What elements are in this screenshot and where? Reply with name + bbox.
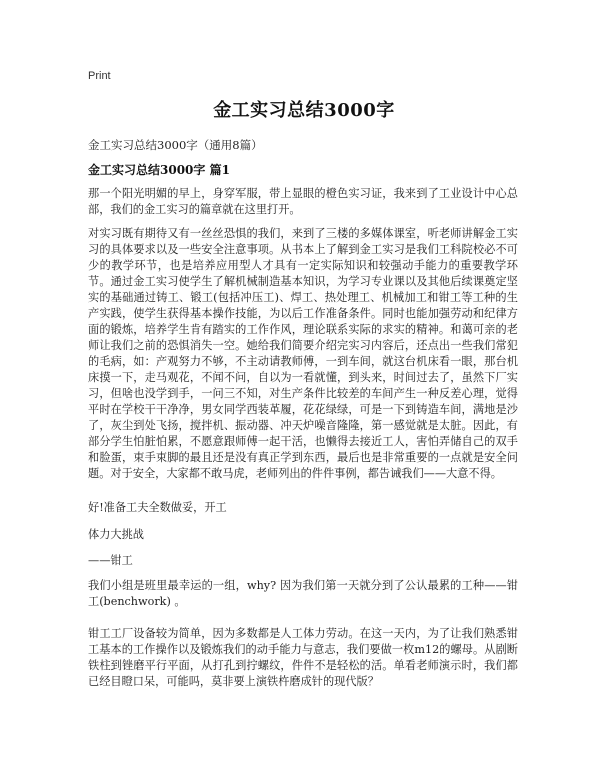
document-subtitle: 金工实习总结3000字（通用8篇）: [88, 138, 263, 152]
paragraph-bench-work: 钳工工厂设备较为简单，因为多数都是人工体力劳动。在这一天内，为了让我们熟悉钳工基本的工作操作以及锻炼我们的动手能力与意志，我们要做一枚m12的螺母。从剧断铁柱到锉磨平行平面，从打孔到拧螺纹，件件不是轻松的活。单看老师演示时，我们都已经目瞪口呆，可能吗，莫非要上演铁杵磨成针的现代版？: [88, 627, 518, 688]
paragraph-lucky-group: 我们小组是班里最幸运的一组，why? 因为我们第一天就分到了公认最累的工种——钳工(benchwork) 。: [88, 579, 518, 608]
page-title: 金工实习总结3000字: [213, 100, 395, 121]
paragraph-bench-label: ——钳工: [88, 554, 133, 567]
print-link[interactable]: Print: [88, 70, 111, 82]
paragraph-start-work: 好!准备工夫全数做妥，开工: [88, 501, 227, 514]
paragraph-intro: 那一个阳光明媚的早上，身穿军服，带上显眼的橙色实习证，我来到了工业设计中心总部，我们的金工实习的篇章就在这里打开。: [88, 187, 518, 216]
paragraph-expectation: 对实习既有期待又有一丝丝恐惧的我们，来到了三楼的多媒体课室，听老师讲解金工实习的具体要求以及一些安全注意事项。从书本上了解到金工实习是我们工科院校必不可少的教学环节，也是培养应用型人才具有一定实际知识和较强动手能力的重要教学环节。通过金工实习使学生了解机械制造基本知识，为学习专业课以及其他后续课奠定坚实的基础通过铸工、锻工(包括冲压工)、焊工、热处理工、机械加工和钳工等工种的生产实践，使学生获得基本操作技能，为以后工作准备条件。同时也能加强劳动和纪律方面的锻炼，培养学生肯有踏实的工作作风，理论联系实际的求实的精神。和蔼可亲的老师让我们之前的恐惧消失一空。她给我们简要介绍完实习内容后，还点出一些我们常犯的毛病，如：产观努力不够，不主动请教师傅，一到车间，就这台机床看一眼，那台机床摸一下，走马观花，不闻不问，自以为一看就懂，到头来，时间过去了，虽然下厂实习，但啥也没学到手，一问三不知，对生产条件比较差的车间产生一种反差心理，觉得平时在学校干干净净，男女同学西装革履，花花绿绿，可是一下到铸造车间，满地是沙了，灰尘到处飞扬，搅拌机、振动器、冲天炉噪音隆隆，第一感觉就是太脏。因此，有部分学生怕脏怕累，不愿意跟师傅一起干活，也懒得去接近工人，害怕弄储自己的双手和脸蛋，束手束脚的最且还是没有真正学到东西，最后也是非常重要的一点就是安全问题。对于安全，大家都不敢马虎，老师列出的件件事例，都告诫我们——大意不得。: [88, 227, 518, 480]
paragraph-challenge: 体力大挑战: [88, 528, 144, 541]
section-heading: 金工实习总结3000字 篇1: [88, 163, 230, 177]
